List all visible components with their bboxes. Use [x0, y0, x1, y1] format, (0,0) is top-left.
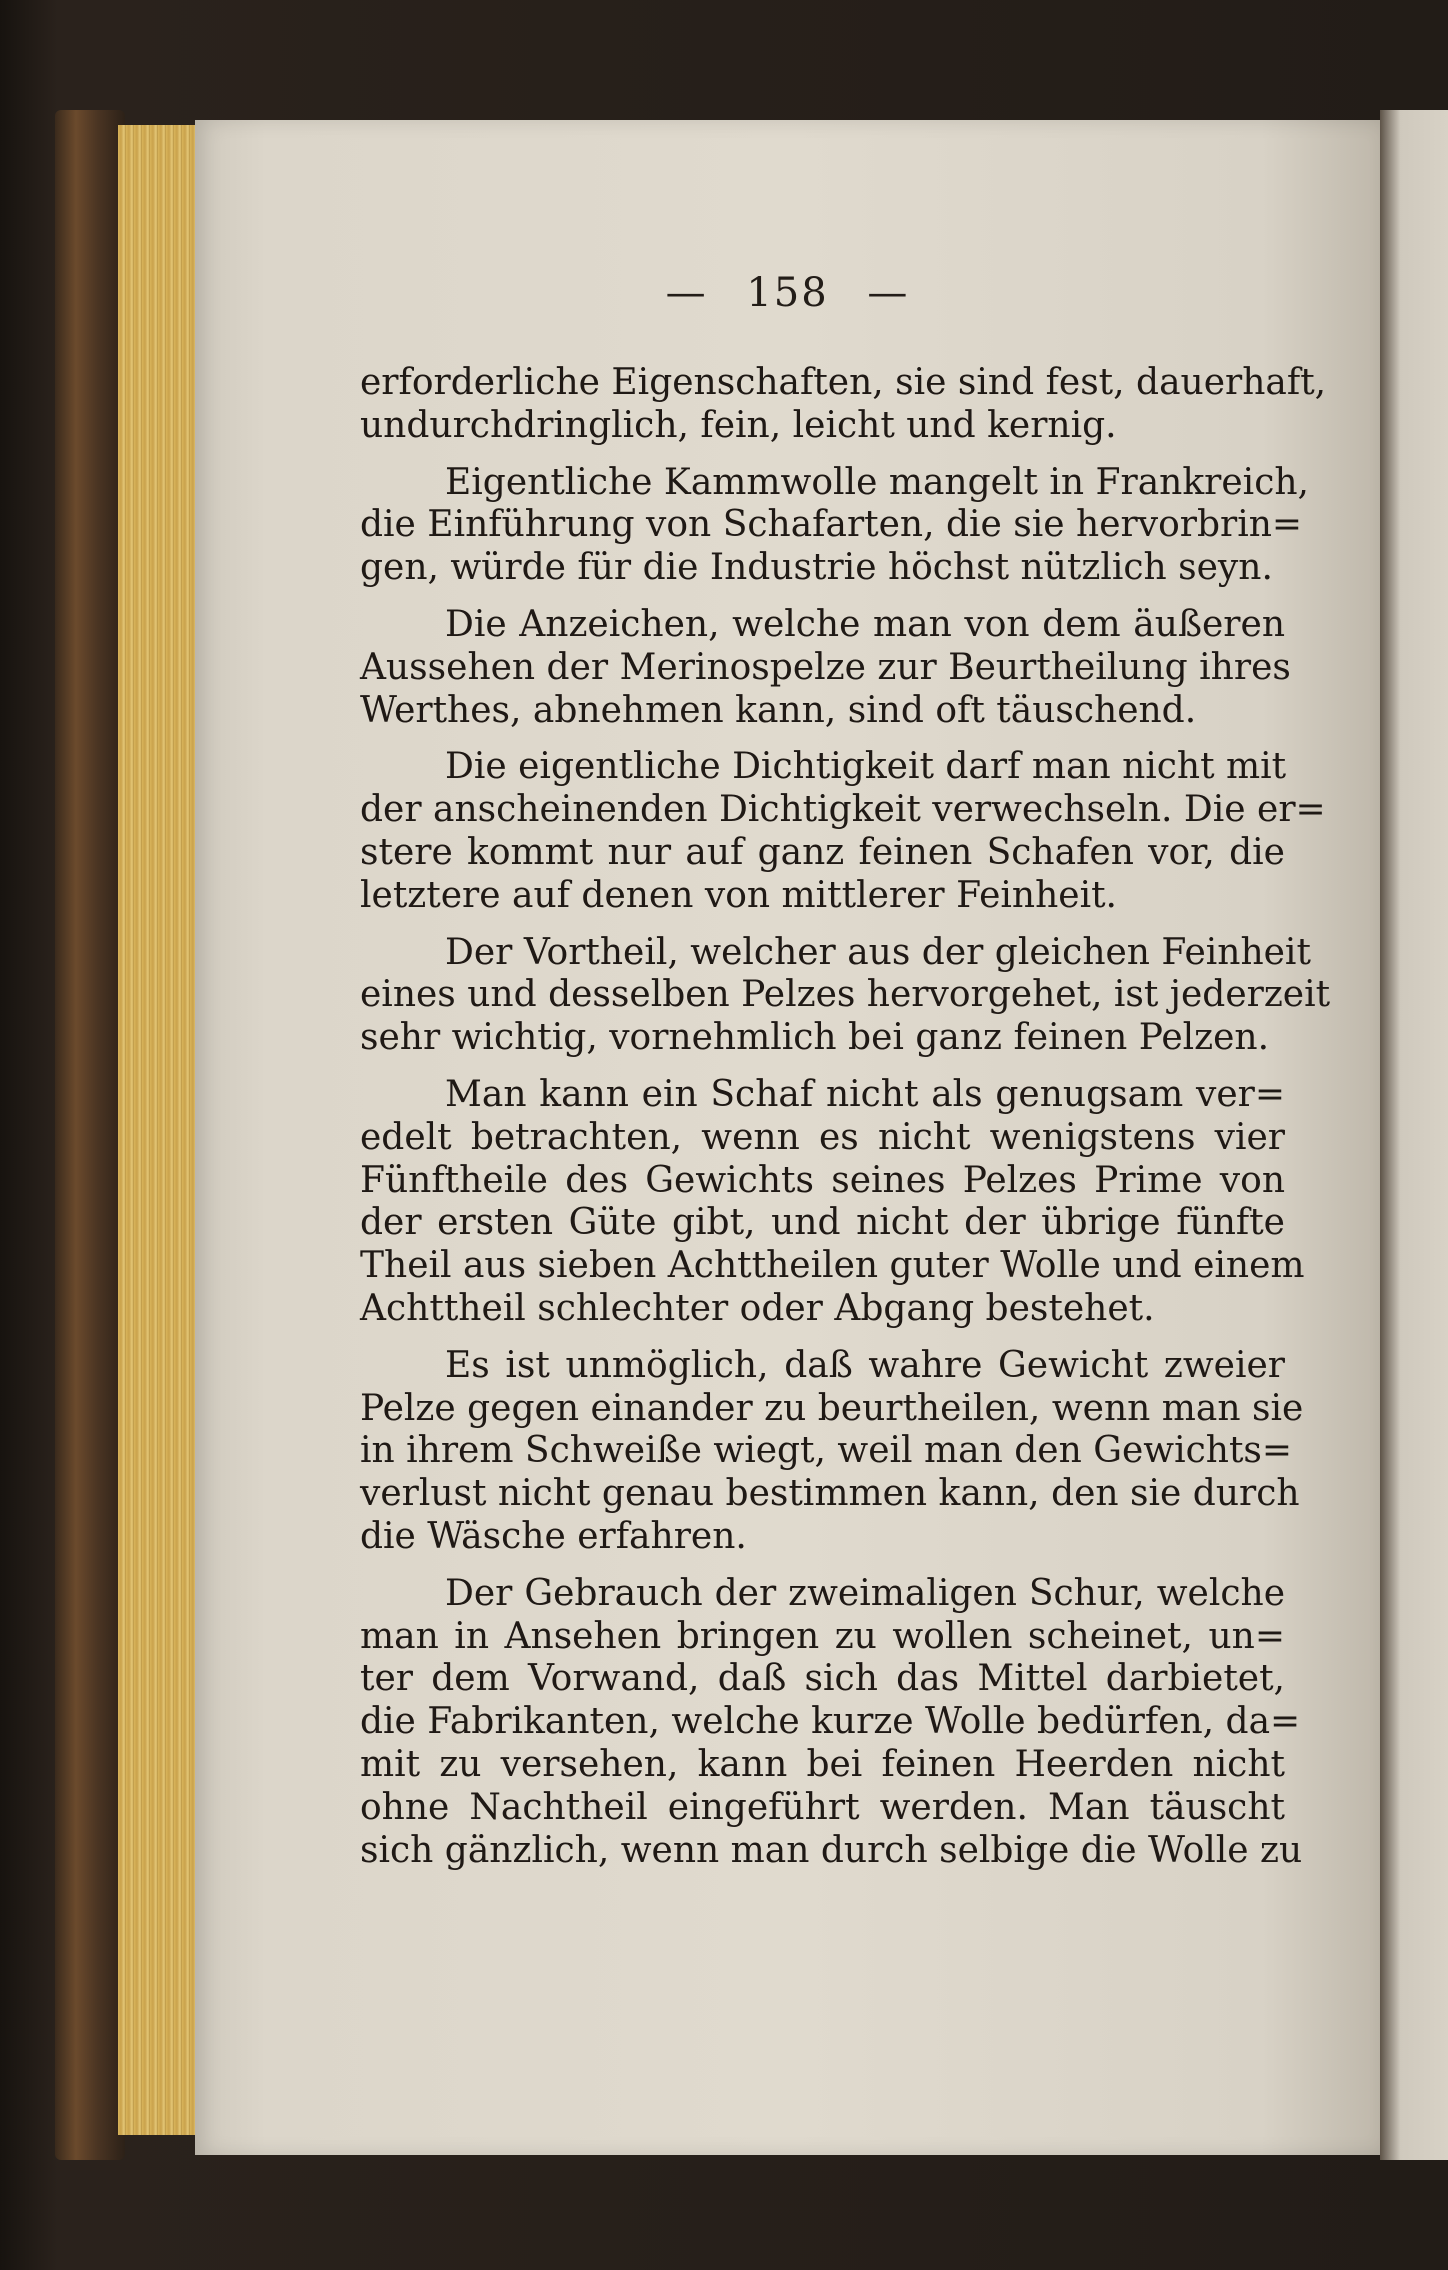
text-line: Aussehen der Merinospelze zur Beurtheilung ihres	[360, 646, 1291, 688]
text-line: der anscheinenden Dichtigkeit verwechseln. Die er=	[360, 789, 1326, 831]
text-line: Der Gebrauch der zweimaligen Schur, welche	[445, 1572, 1285, 1614]
text-line: undurchdringlich, fein, leicht und kernig.	[360, 404, 1117, 446]
text-line: Es ist unmöglich, daß wahre Gewicht zweier	[445, 1344, 1285, 1386]
text-line: letztere auf denen von mittlerer Feinheit.	[360, 874, 1118, 916]
paragraph	[360, 1572, 1303, 1873]
text-line: man in Ansehen bringen zu wollen scheinet, un=	[360, 1615, 1285, 1657]
text-line: Achttheil schlechter oder Abgang bestehet.	[360, 1287, 1155, 1329]
text-line: stere kommt nur auf ganz feinen Schafen vor, die	[360, 831, 1285, 873]
text-line: ter dem Vorwand, daß sich das Mittel darbietet,	[360, 1658, 1285, 1700]
page-header	[195, 270, 1380, 316]
text-line: sich gänzlich, wenn man durch selbige die Wolle zu	[360, 1829, 1303, 1871]
paragraph	[360, 746, 1326, 917]
text-line: der ersten Güte gibt, und nicht der übrige fünfte	[360, 1202, 1285, 1244]
text-line: mit zu versehen, kann bei feinen Heerden nicht	[360, 1743, 1285, 1785]
header-dash-left: —	[665, 270, 708, 316]
paragraph	[360, 1073, 1305, 1331]
text-line: die Einführung von Schafarten, die sie hervorbrin=	[360, 504, 1303, 546]
text-line: die Fabrikanten, welche kurze Wolle bedürfen, da=	[360, 1701, 1301, 1743]
text-line: Die Anzeichen, welche man von dem äußeren	[445, 603, 1285, 645]
text-line: Eigentliche Kammwolle mangelt in Frankreich,	[445, 461, 1309, 503]
paragraph	[360, 1344, 1304, 1559]
page-number: 158	[746, 270, 829, 316]
book-cover-edge	[55, 110, 125, 2160]
text-line: Die eigentliche Dichtigkeit darf man nicht mit	[445, 746, 1287, 788]
header-dash-right: —	[867, 270, 910, 316]
facing-page-edge	[1380, 110, 1448, 2160]
text-line: eines und desselben Pelzes hervorgehet, ist jederzeit	[360, 974, 1331, 1016]
paragraph	[360, 931, 1331, 1060]
text-line: Pelze gegen einander zu beurtheilen, wenn man sie	[360, 1387, 1304, 1429]
text-line: Fünftheile des Gewichts seines Pelzes Prime von	[360, 1159, 1285, 1201]
paragraph	[360, 603, 1291, 732]
text-line: verlust nicht genau bestimmen kann, den sie durch	[360, 1473, 1300, 1515]
text-line: gen, würde für die Industrie höchst nützlich seyn.	[360, 547, 1273, 589]
text-line: die Wäsche erfahren.	[360, 1515, 747, 1557]
text-line: ohne Nachtheil eingeführt werden. Man täuscht	[360, 1786, 1285, 1828]
text-line: sehr wichtig, vornehmlich bei ganz feinen Pelzen.	[360, 1017, 1270, 1059]
text-line: in ihrem Schweiße wiegt, weil man den Gewichts=	[360, 1430, 1293, 1472]
text-line: Werthes, abnehmen kann, sind oft täuschend.	[360, 689, 1197, 731]
body-text	[360, 362, 1331, 1872]
text-line: Theil aus sieben Achttheilen guter Wolle und einem	[360, 1245, 1305, 1287]
text-line: erforderliche Eigenschaften, sie sind fest, dauerhaft,	[360, 362, 1327, 403]
text-line: Man kann ein Schaf nicht als genugsam ver=	[445, 1073, 1285, 1115]
text-line: Der Vortheil, welcher aus der gleichen Feinheit	[445, 931, 1311, 973]
paragraph	[360, 461, 1309, 590]
paragraph	[360, 362, 1327, 448]
text-line: edelt betrachten, wenn es nicht wenigstens vier	[360, 1116, 1285, 1158]
